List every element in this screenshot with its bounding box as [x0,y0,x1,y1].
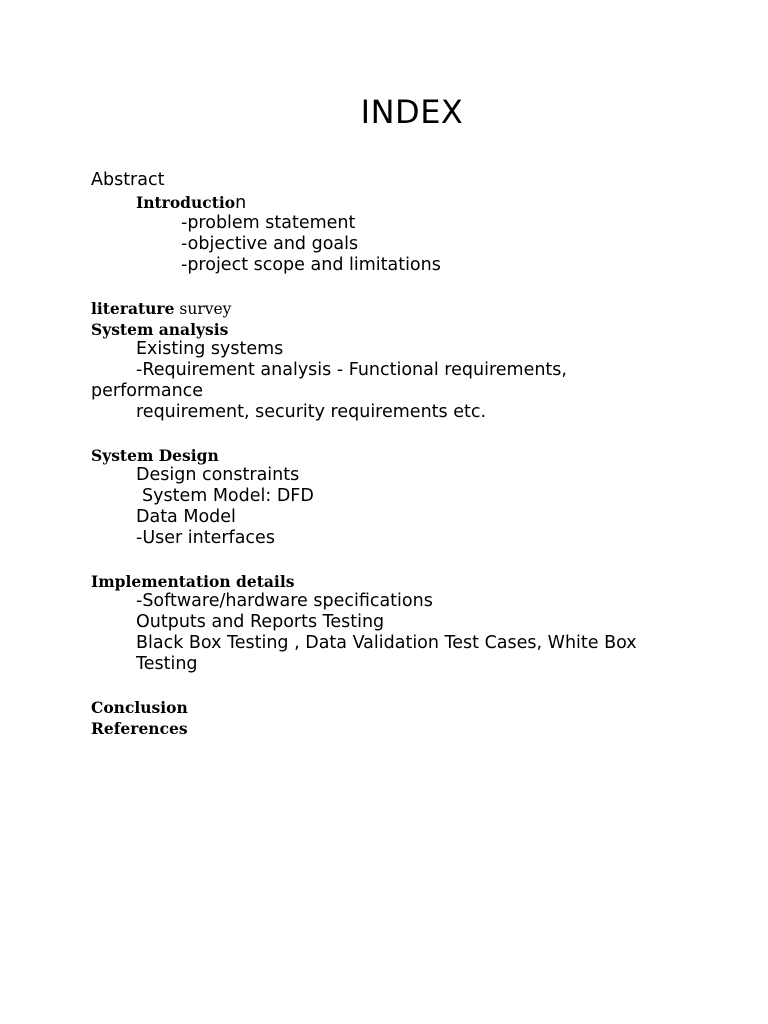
introduction-heading-bold: Introductio [136,193,236,212]
system-analysis-item: requirement, security requirements etc. [136,402,487,422]
system-design-item: Data Model [136,507,236,527]
system-analysis-item: -Requirement analysis - Functional requirements, [136,360,567,380]
introduction-item: -project scope and limitations [181,255,441,275]
introduction-item: -problem statement [181,213,356,233]
system-design-heading: System Design [91,446,219,465]
literature-survey-heading [91,298,231,320]
system-design-item: Design constraints [136,465,300,485]
literature-bold: literature [91,299,175,318]
implementation-item: -Software/hardware specifications [136,591,433,611]
abstract-entry: Abstract [91,170,165,190]
system-design-item: -User interfaces [136,528,275,548]
system-analysis-heading: System analysis [91,320,229,339]
conclusion-entry: Conclusion [91,698,188,717]
system-analysis-item: Existing systems [136,339,284,359]
page-title: INDEX [360,93,464,131]
system-analysis-item: performance [91,381,204,401]
system-design-item: System Model: DFD [142,486,314,506]
introduction-item: -objective and goals [181,234,359,254]
implementation-item: Outputs and Reports Testing [136,612,385,632]
references-entry: References [91,719,188,738]
implementation-heading: Implementation details [91,572,295,591]
introduction-heading [136,192,246,214]
implementation-item: Testing [136,654,198,674]
introduction-heading-rest: n [235,193,247,213]
literature-rest: survey [174,300,232,318]
implementation-item: Black Box Testing , Data Validation Test Cases, White Box [136,633,637,653]
